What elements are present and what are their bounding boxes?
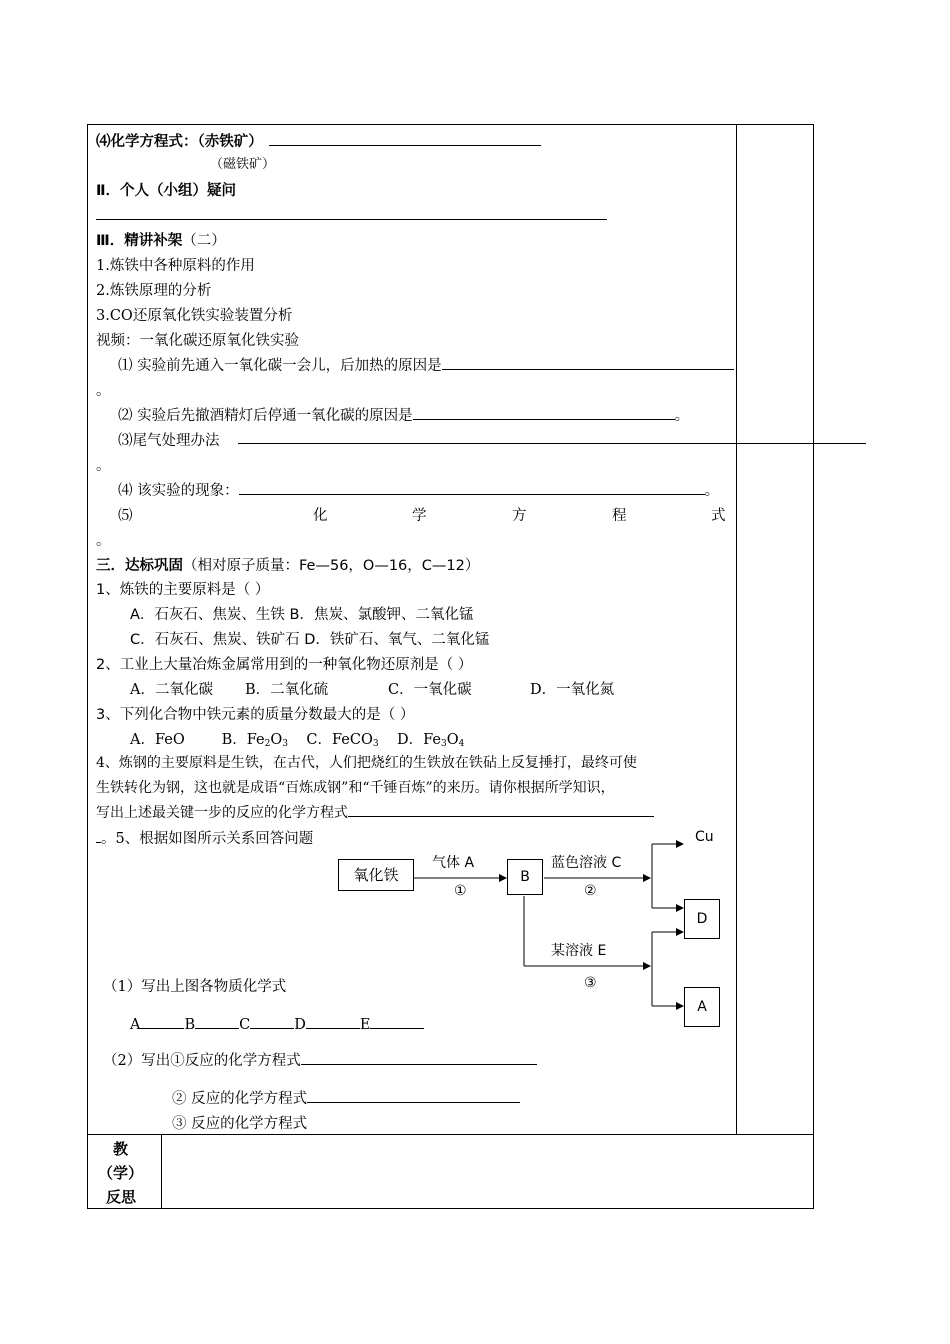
- solution-e-label: 某溶液 E: [551, 943, 607, 959]
- part3-item-1: 1.炼铁中各种原料的作用: [96, 258, 255, 274]
- gas-a-label: 气体 A: [432, 855, 475, 871]
- question-answer-line: [96, 219, 607, 220]
- experiment-q5-label: ⑸: [118, 508, 133, 524]
- q5-char-2: 学: [412, 508, 427, 524]
- equation-label: ⑷化学方程式：（赤铁矿）: [96, 130, 541, 151]
- table-row-divider: [87, 1134, 814, 1135]
- step1-label: ①: [454, 883, 467, 899]
- q5-char-4: 程: [612, 508, 627, 524]
- answer-blanks: A B C D E: [130, 1014, 424, 1033]
- experiment-q3-period: 。: [96, 458, 111, 474]
- exercise-q4-line2: 生铁转化为钢，这也就是成语“百炼成钢”和“千锤百炼”的来历。请你根据所学知识，: [96, 780, 615, 796]
- step2-label: ②: [584, 883, 597, 899]
- answer-r3: ③ 反应的化学方程式: [172, 1116, 308, 1132]
- table-column-divider: [736, 124, 737, 1134]
- reflection-line1: 教: [113, 1140, 129, 1158]
- magnetite-label: （磁铁矿）: [210, 157, 276, 172]
- step3-label: ③: [584, 975, 597, 991]
- table-border-top: [87, 124, 814, 125]
- part2-title: Ⅱ．个人（小组）疑问: [96, 183, 237, 199]
- exercise-q2-option-a: A．二氧化碳: [130, 682, 213, 698]
- exercise-q3: 3、下列化合物中铁元素的质量分数最大的是（ ）: [96, 707, 415, 723]
- answer-r2: ② 反应的化学方程式: [172, 1087, 520, 1108]
- answer-q2: （2）写出①反应的化学方程式: [103, 1049, 537, 1070]
- experiment-q1-period: 。: [96, 383, 111, 399]
- a-box: A: [684, 987, 720, 1027]
- exercise-q2-option-c: C．一氧化碳: [388, 682, 472, 698]
- experiment-q2: ⑵ 实验后先撤酒精灯后停通一氧化碳的原因是 。: [118, 404, 689, 425]
- reflection-divider: [161, 1134, 162, 1209]
- blue-solution-label: 蓝色溶液 C: [551, 855, 622, 871]
- exercise-q2: 2、工业上大量冶炼金属常用到的一种氧化物还原剂是（ ）: [96, 657, 473, 673]
- experiment-q5-period: 。: [96, 533, 111, 549]
- reaction-diagram: [330, 828, 730, 1028]
- reflection-line2: （学）: [98, 1164, 144, 1182]
- table-border-right: [813, 124, 814, 1209]
- video-label: 视频：一氧化碳还原氧化铁实验: [96, 333, 299, 349]
- table-border-bottom: [87, 1208, 814, 1209]
- exercise-q4-line3: 写出上述最关键一步的反应的化学方程式: [96, 802, 654, 822]
- exercise-q1: 1、炼铁的主要原料是（ ）: [96, 582, 270, 598]
- q5-char-1: 化: [313, 508, 328, 524]
- table-border-left: [87, 124, 88, 1209]
- part3-item-3: 3.CO还原氧化铁实验装置分析: [96, 308, 293, 324]
- experiment-q3: ⑶尾气处理办法: [118, 433, 220, 449]
- part4-title: 三．达标巩固（相对原子质量：Fe—56，O—16，C—12）: [96, 558, 480, 574]
- exercise-q4-line1: 4、炼钢的主要原料是生铁，在古代，人们把烧红的生铁放在铁砧上反复捶打，最终可使: [96, 755, 637, 771]
- exercise-q1-options-ab: A．石灰石、焦炭、生铁 B．焦炭、氯酸钾、二氧化锰: [130, 607, 474, 623]
- exercise-q5: 。5、根据如图所示关系回答问题: [96, 827, 313, 848]
- exercise-q1-options-cd: C．石灰石、焦炭、铁矿石 D．铁矿石、氧气、二氧化锰: [130, 632, 490, 648]
- exercise-q2-option-b: B．二氧化硫: [245, 682, 329, 698]
- cu-label: Cu: [695, 829, 714, 845]
- exhaust-answer-line: [238, 443, 866, 444]
- exercise-q2-option-d: D．一氧化氮: [530, 682, 615, 698]
- experiment-q1: ⑴ 实验前先通入一氧化碳一会儿，后加热的原因是: [118, 354, 734, 375]
- exercise-q3-options: A．FeO B．$Fe_2O_3$ C．FeCO$_3$ D．$Fe_3O_4$: [130, 732, 465, 749]
- iron-oxide-box: 氧化铁: [338, 859, 414, 891]
- b-box: B: [507, 859, 543, 895]
- part3-title: Ⅲ．精讲补架（二）: [96, 233, 226, 249]
- d-box: D: [684, 899, 720, 939]
- answer-q1: （1）写出上图各物质化学式: [103, 979, 287, 995]
- q5-char-5: 式: [711, 508, 726, 524]
- reflection-line3: 反思: [106, 1188, 137, 1206]
- q5-char-3: 方: [512, 508, 527, 524]
- part3-item-2: 2.炼铁原理的分析: [96, 283, 212, 299]
- experiment-q4: ⑷ 该实验的现象： 。: [118, 479, 719, 500]
